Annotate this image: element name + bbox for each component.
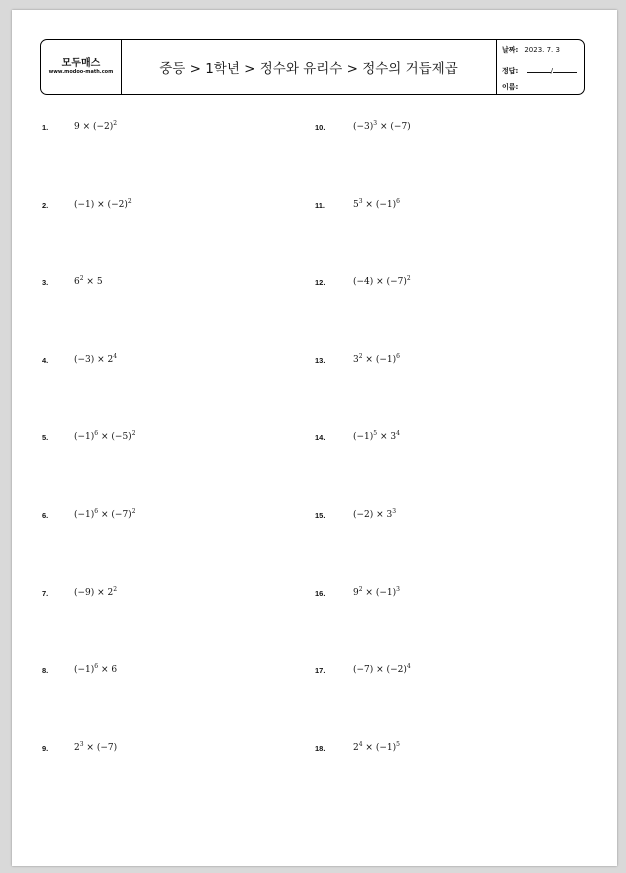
expression-term: (−4) × (−7) (353, 277, 407, 288)
exponent: 6 (94, 663, 99, 671)
expression-term: 5 (353, 199, 359, 210)
expression-term: (−3) × 2 (74, 354, 114, 365)
problem-expression (74, 510, 136, 520)
exponent: 4 (358, 740, 363, 748)
exponent: 2 (131, 508, 136, 515)
expression-term: × (−1) (362, 742, 397, 753)
problem-expression (353, 352, 400, 365)
problem-number: 6. (42, 511, 49, 520)
expression-term: × (−5) (98, 432, 132, 443)
problem-expression (74, 665, 117, 675)
exponent: 3 (392, 508, 397, 515)
problem-expression (74, 197, 132, 210)
expression-term: (−1) (74, 432, 95, 443)
date-label: 날짜: (502, 46, 519, 54)
expression-term: (−3) (353, 122, 374, 132)
problem-number: 2. (42, 200, 49, 210)
exponent: 2 (358, 585, 363, 593)
problem-number: 11. (315, 200, 326, 210)
expression-term: (−1) (353, 432, 374, 443)
expression-term: 2 (74, 742, 80, 753)
expression-term: (−9) × 2 (74, 587, 114, 598)
expression-term: × (−7) (83, 742, 118, 753)
exponent: 2 (127, 197, 132, 205)
exponent: 2 (113, 585, 118, 593)
problem-number: 5. (42, 433, 49, 443)
problem-number: 10. (315, 123, 326, 132)
problem-number: 13. (315, 355, 326, 365)
expression-term: × 5 (83, 277, 103, 288)
problem-expression (74, 585, 118, 598)
expression-term: (−2) × 3 (353, 510, 393, 520)
problem-expression (74, 277, 103, 287)
exponent: 5 (396, 740, 400, 748)
expression-term: (−1) (74, 665, 95, 676)
expression-term: (−1) (74, 510, 95, 520)
expression-term: × (−1) (362, 199, 397, 210)
exponent: 4 (113, 352, 118, 360)
problem-expression (353, 585, 400, 598)
exponent: 2 (113, 120, 118, 127)
problem-expression (74, 740, 118, 753)
exponent: 4 (406, 663, 411, 671)
expression-term: 9 (353, 587, 359, 598)
exponent: 4 (396, 430, 400, 438)
problem-expression (353, 665, 411, 675)
name-row (502, 82, 518, 92)
problem-expression (74, 122, 117, 132)
problem-number: 18. (315, 743, 326, 753)
worksheet-page (12, 10, 617, 866)
expression-term: × (−1) (362, 354, 397, 365)
exponent: 6 (396, 352, 400, 360)
exponent: 6 (396, 197, 400, 205)
problem-number: 7. (42, 588, 49, 598)
problem-number: 3. (42, 278, 49, 288)
answer-total-blank[interactable] (550, 65, 577, 75)
problem-expression (353, 510, 396, 520)
expression-term: 9 × (−2) (74, 122, 114, 132)
expression-term: 3 (353, 354, 359, 365)
meta-info (496, 40, 586, 94)
problem-number: 9. (42, 743, 49, 753)
problem-expression (353, 197, 400, 210)
expression-term: (−1) × (−2) (74, 199, 128, 210)
expression-term: × 3 (377, 432, 397, 443)
answer-correct-blank[interactable] (527, 65, 551, 73)
exponent: 2 (406, 275, 411, 283)
expression-term: × (−1) (362, 587, 397, 598)
exponent: 3 (396, 585, 400, 593)
answer-separator: / (550, 67, 553, 75)
expression-term: 2 (353, 742, 359, 753)
expression-term: × 6 (98, 665, 118, 676)
problem-number: 14. (315, 433, 326, 443)
expression-term: × (−7) (98, 510, 132, 520)
problem-number: 12. (315, 278, 326, 288)
exponent: 2 (131, 430, 136, 438)
expression-term: 6 (74, 277, 80, 288)
problem-number: 8. (42, 666, 49, 676)
exponent: 3 (358, 197, 363, 205)
logo-url: www.modoo-math.com (48, 69, 114, 75)
answer-label: 정답: (502, 67, 519, 75)
page-title: 중등 > 1학년 > 정수와 유리수 > 정수의 거듭제곱 (121, 40, 497, 94)
problem-number: 15. (315, 511, 326, 520)
problem-expression (353, 432, 400, 442)
exponent: 6 (94, 430, 99, 438)
exponent: 2 (79, 275, 84, 283)
problem-expression (74, 432, 136, 442)
problem-number: 16. (315, 588, 326, 598)
problem-number: 17. (315, 666, 326, 676)
name-label: 이름: (502, 83, 519, 91)
expression-term: × (−7) (377, 122, 411, 132)
exponent: 2 (358, 352, 363, 360)
exponent: 3 (373, 120, 378, 127)
expression-term: (−7) × (−2) (353, 665, 407, 676)
problem-expression (74, 352, 118, 365)
exponent: 6 (94, 508, 99, 515)
answer-row (502, 65, 577, 76)
date-value: 2023. 7. 3 (524, 46, 560, 54)
worksheet-header (40, 39, 585, 95)
logo-text: 모두매스 (61, 58, 101, 69)
date-row (502, 45, 560, 55)
problem-expression (353, 122, 411, 132)
exponent: 5 (373, 430, 378, 438)
exponent: 3 (79, 740, 84, 748)
problem-expression (353, 740, 400, 753)
brand-logo[interactable] (41, 40, 122, 94)
problem-number: 4. (42, 355, 49, 365)
problem-expression (353, 277, 411, 287)
problem-number: 1. (42, 123, 49, 132)
